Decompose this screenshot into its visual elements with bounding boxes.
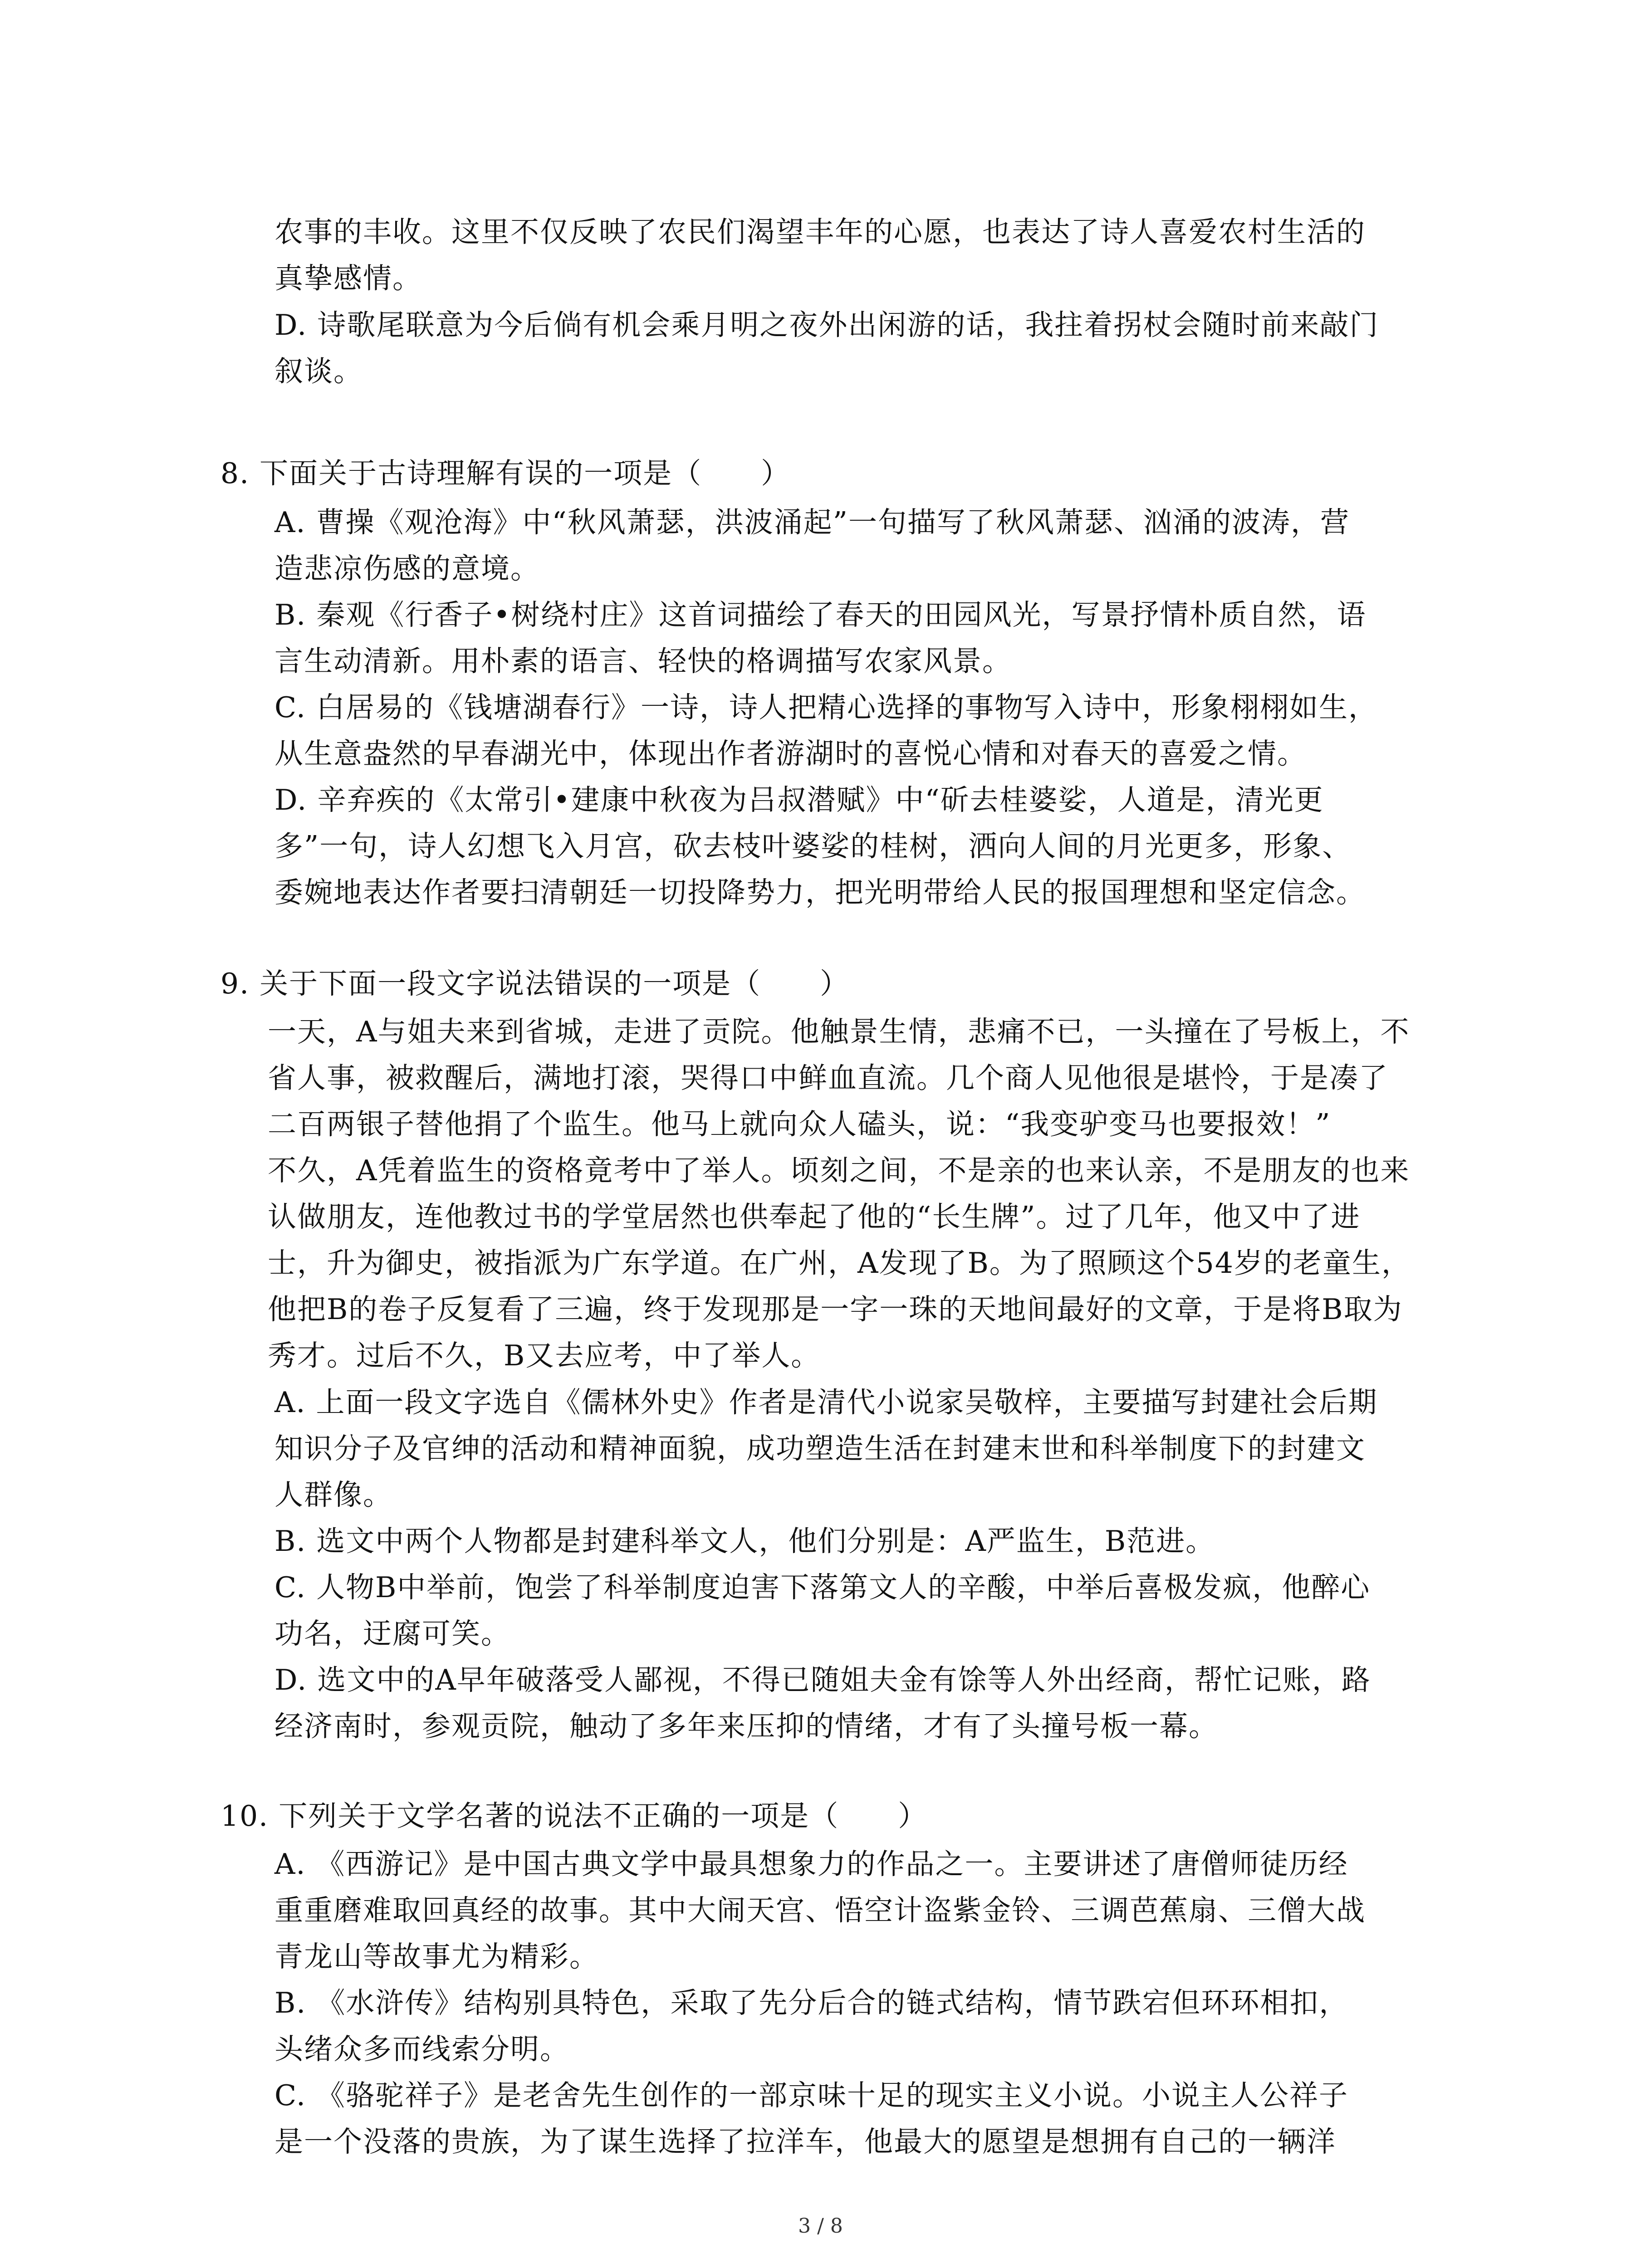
text-line: 多”一句，诗人幻想飞入月宫，砍去枝叶婆娑的桂树，洒向人间的月光更多，形象、 <box>274 830 1352 863</box>
option-a: A. 曹操《观沧海》中“秋风萧瑟，洪波涌起”一句描写了秋风萧瑟、汹涌的波涛，营 <box>274 506 1350 539</box>
text-line: 头绪众多而线索分明。 <box>274 2033 569 2066</box>
text-line: 知识分子及官绅的活动和精神面貌，成功塑造生活在封建末世和科举制度下的封建文 <box>274 1432 1366 1465</box>
passage-line: 省人事，被救醒后，满地打滚，哭得口中鲜血直流。几个商人见他很是堪怜，于是凑了 <box>268 1061 1388 1095</box>
passage-line: 二百两银子替他捐了个监生。他马上就向众人磕头，说：“我变驴变马也要报效！” <box>268 1108 1331 1141</box>
text-line: 人群像。 <box>274 1478 392 1511</box>
text-line: 真挚感情。 <box>274 262 422 295</box>
option-b: B. 《水浒传》结构别具特色，采取了先分后合的链式结构，情节跌宕但环环相扣， <box>274 1986 1349 2019</box>
question-title: 8. 下面关于古诗理解有误的一项是（ ） <box>220 457 791 490</box>
question-title: 9. 关于下面一段文字说法错误的一项是（ ） <box>220 967 850 1000</box>
text-line: 从生意盎然的早春湖光中，体现出作者游湖时的喜悦心情和对春天的喜爱之情。 <box>274 737 1307 770</box>
option-c: C. 《骆驼祥子》是老舍先生创作的一部京味十足的现实主义小说。小说主人公祥子 <box>274 2079 1349 2112</box>
text-line: 农事的丰收。这里不仅反映了农民们渴望丰年的心愿，也表达了诗人喜爱农村生活的 <box>274 215 1366 249</box>
text-line: 造悲凉伤感的意境。 <box>274 552 540 585</box>
option-b: B. 秦观《行香子•树绕村庄》这首词描绘了春天的田园风光，写景抒情朴质自然，语 <box>274 598 1367 631</box>
text-line: 经济南时，参观贡院，触动了多年来压抑的情绪，才有了头撞号板一幕。 <box>274 1710 1218 1743</box>
passage-line: 一天，A与姐夫来到省城，走进了贡院。他触景生情，悲痛不已，一头撞在了号板上，不 <box>268 1015 1410 1048</box>
option-c: C. 人物B中举前，饱尝了科举制度迫害下落第文人的辛酸，中举后喜极发疯，他醉心 <box>274 1571 1371 1604</box>
text-line: 重重磨难取回真经的故事。其中大闹天宫、悟空计盗紫金铃、三调芭蕉扇、三僧大战 <box>274 1894 1366 1927</box>
option-c: C. 白居易的《钱塘湖春行》一诗，诗人把精心选择的事物写入诗中，形象栩栩如生， <box>274 691 1378 724</box>
text-line: 青龙山等故事尤为精彩。 <box>274 1940 599 1973</box>
passage-line: 认做朋友，连他教过书的学堂居然也供奉起了他的“长生牌”。过了几年，他又中了进 <box>268 1200 1361 1233</box>
passage-line: 不久，A凭着监生的资格竟考中了举人。顷刻之间，不是亲的也来认亲，不是朋友的也来 <box>268 1154 1410 1187</box>
option-d: D. 诗歌尾联意为今后倘有机会乘月明之夜外出闲游的话，我拄着拐杖会随时前来敲门 <box>274 308 1379 342</box>
passage-line: 他把B的卷子反复看了三遍，终于发现那是一字一珠的天地间最好的文章，于是将B取为 <box>268 1293 1403 1326</box>
option-a: A. 《西游记》是中国古典文学中最具想象力的作品之一。主要讲述了唐僧师徒历经 <box>274 1848 1348 1881</box>
option-d: D. 辛弃疾的《太常引•建康中秋夜为吕叔潜赋》中“斫去桂婆娑，人道是，清光更 <box>274 783 1324 816</box>
passage-line: 士，升为御史，被指派为广东学道。在广州，A发现了B。为了照顾这个54岁的老童生， <box>268 1246 1411 1280</box>
question-title: 10. 下列关于文学名著的说法不正确的一项是（ ） <box>220 1799 928 1833</box>
text-line: 是一个没落的贵族，为了谋生选择了拉洋车，他最大的愿望是想拥有自己的一辆洋 <box>274 2125 1336 2158</box>
text-line: 叙谈。 <box>274 355 363 388</box>
passage-line: 秀才。过后不久，B又去应考，中了举人。 <box>268 1339 821 1372</box>
text-line: 委婉地表达作者要扫清朝廷一切投降势力，把光明带给人民的报国理想和坚定信念。 <box>274 876 1366 909</box>
text-line: 功名，迂腐可笑。 <box>274 1617 510 1650</box>
text-line: 言生动清新。用朴素的语言、轻快的格调描写农家风景。 <box>274 645 1012 678</box>
option-b: B. 选文中两个人物都是封建科举文人，他们分别是：A严监生，B范进。 <box>274 1525 1215 1558</box>
option-d: D. 选文中的A早年破落受人鄙视，不得已随姐夫金有馀等人外出经商，帮忙记账，路 <box>274 1663 1371 1696</box>
option-a: A. 上面一段文字选自《儒林外史》作者是清代小说家吴敬梓，主要描写封建社会后期 <box>274 1386 1378 1419</box>
page-number: 3 / 8 <box>798 2214 843 2238</box>
